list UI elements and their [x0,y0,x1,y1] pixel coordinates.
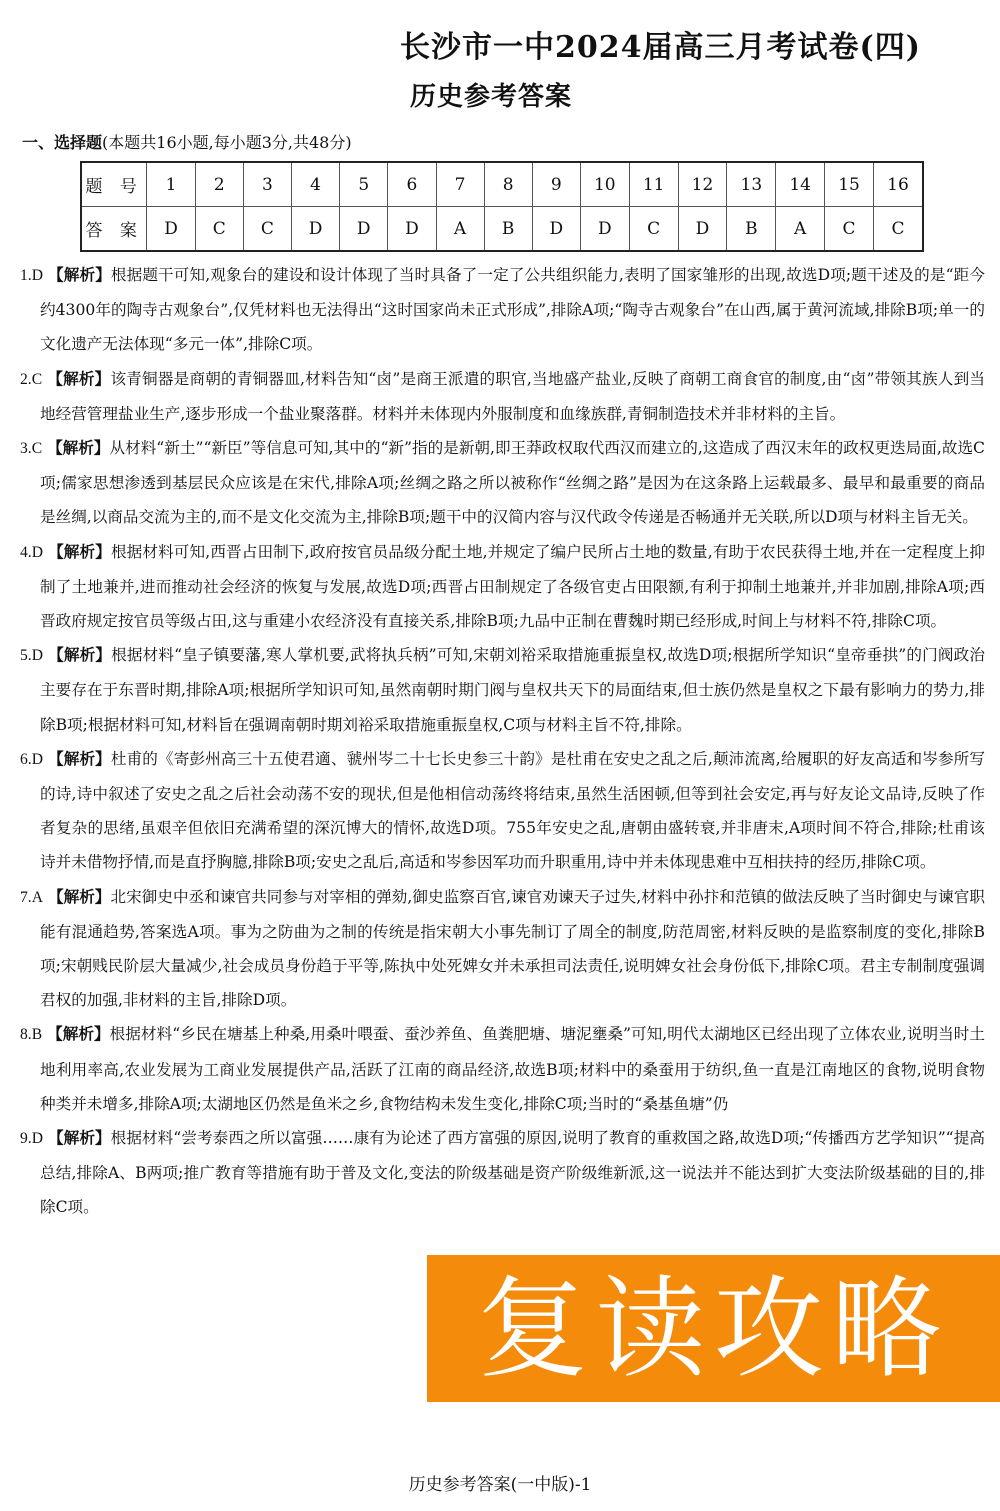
question-number: 16 [873,162,923,207]
item-number: 1.D [20,267,43,284]
section-note: (本题共16小题,每小题3分,共48分) [102,133,352,152]
row-label: 答 案 [81,207,147,252]
question-number: 13 [727,162,776,207]
explanation-item [20,362,985,431]
answer-table-number-row [81,162,923,207]
answer-cell: D [147,207,195,252]
item-number: 2.C [20,370,43,388]
item-number: 7.A [20,888,43,906]
item-text: 该青铜器是商朝的青铜器皿,材料告知“卤”是商王派遣的职官,当地盛产盐业,反映了商朝工商食官的制度,由“卤”带领其族人到当地经营管理盐业生产,逐步形成一个盐业聚落群。材料并未体现内外服制度和血缘族群,青铜制造技术并非材料的主旨。 [40,369,985,423]
section-heading [22,130,352,153]
section-label: 一、选择题 [22,133,103,152]
answer-cell: B [727,207,776,252]
watermark-banner [427,1255,1000,1402]
answer-cell: C [825,207,874,252]
item-text: 根据材料“尝考泰西之所以富强……康有为论述了西方富强的原因,说明了教育的重救国之路,故选D项;“传播西方艺学知识”“提高总结,排除A、B两项;推广教育等措施有助于普及文化,变法的阶级基础是资产阶级维新派,这一说法并不能达到扩大变法阶级基础的目的,排除C项。 [40,1129,985,1217]
document-title: 长沙市一中2024届高三月考试卷(四) [400,30,921,65]
item-number: 6.D [20,750,43,768]
answer-table-answer-row [81,207,923,252]
item-text: 杜甫的《寄彭州高三十五使君適、虢州岑二十七长史参三十韵》是杜甫在安史之乱之后,颠沛流离,给履职的好友高适和岑参所写的诗,诗中叙述了安史之乱之后社会动荡不安的现状,但是他相信动荡终将结束,虽然生活困顿,但等到社会安定,再与好友论文品诗,反映了作者复杂的思绪,虽艰辛但依旧充满希望的深沉博大的情怀,故选D项。755年安史之乱,唐朝由盛转衰,并非唐末,A项时间不符合,排除;杜甫该诗并未借物抒情,而是直抒胸臆,排除B项;安史之乱后,高适和岑参因军功而升职重用,诗中并未体现患难中互相扶持的经历,排除C项。 [40,749,985,872]
analysis-tag: 【解析】 [48,749,111,768]
answer-cell: C [243,207,291,252]
answer-cell: D [388,207,436,252]
item-number: 8.B [20,1026,43,1044]
question-number: 7 [436,162,484,207]
item-text: 根据材料“皇子镇要藩,寒人掌机要,武将执兵柄”可知,宋朝刘裕采取措施重振皇权,故选D项;根据所学知识“皇帝垂拱”的门阀政治主要存在于东晋时期,排除A项;根据所学知识可知,虽然南朝时期门阀与皇权共天下的局面结束,但士族仍然是皇权之下最有影响力的势力,排除B项;根据材料可知,材料旨在强调南朝时期刘裕采取措施重振皇权,C项与材料主旨不符,排除。 [40,646,985,734]
explanation-item [20,258,985,362]
item-text: 从材料“新土”“新臣”等信息可知,其中的“新”指的是新朝,即王莽政权取代西汉而建立的,这造成了西汉末年的政权更迭局面,故选C项;儒家思想渗透到基层民众应该是在宋代,排除A项;丝绸之路之所以被称作“丝绸之路”是因为在这条路上运载最多、最早和最重要的商品是丝绸,以商品交流为主的,而不是文化交流为主,排除B项;题干中的汉简内容与汉代政令传递是否畅通并无关联,所以D项与材料主旨无关。 [40,439,985,527]
item-number: 4.D [20,543,43,561]
question-number: 2 [195,162,243,207]
row-label: 题 号 [81,162,147,207]
answer-cell: D [678,207,727,252]
question-number: 6 [388,162,436,207]
analysis-tag: 【解析】 [47,1025,110,1044]
explanation-item [20,535,985,639]
answer-cell: D [340,207,388,252]
answer-cell: D [291,207,339,252]
question-number: 9 [532,162,580,207]
explanation-item [20,742,985,880]
answer-cell: B [484,207,532,252]
analysis-tag: 【解析】 [47,887,111,906]
explanation-item [20,638,985,742]
answer-cell: D [580,207,629,252]
question-number: 4 [291,162,339,207]
answer-cell: C [873,207,923,252]
question-number: 10 [580,162,629,207]
answer-cell: A [436,207,484,252]
question-number: 15 [825,162,874,207]
item-text: 北宋御史中丞和谏官共同参与对宰相的弹劾,御史监察百官,谏官劝谏天子过失,材料中孙抃和范镇的做法反映了当时御史与谏官职能有混通趋势,答案选A项。事为之防曲为之制的传统是指宋朝大小事先制订了周全的制度,防范周密,材料反映的是监察制度的变化,排除B项;宋朝贱民阶层大量减少,社会成员身份趋于平等,陈执中处死婢女并未承担司法责任,说明婢女社会身份低下,排除C项。君主专制制度强调君权的加强,非材料的主旨,排除D项。 [40,887,985,1010]
question-number: 11 [629,162,678,207]
question-number: 3 [243,162,291,207]
page-footer: 历史参考答案(一中版)-1 [408,1475,592,1495]
item-number: 5.D [20,647,43,665]
item-number: 3.C [20,440,43,458]
explanation-item [20,1017,985,1121]
explanation-item [20,1121,985,1225]
question-number: 1 [147,162,195,207]
explanation-item [20,431,985,535]
item-text: 根据材料“乡民在塘基上种桑,用桑叶喂蚕、蚕沙养鱼、鱼粪肥塘、塘泥壅桑”可知,明代太湖地区已经出现了立体农业,说明当时土地利用率高,农业发展为工商业发展提供产品,活跃了江南的商品经济,故选B项;材料中的桑蚕用于纺织,鱼一直是江南地区的食物,说明食物种类并未增多,排除A项;太湖地区仍然是鱼米之乡,食物结构未发生变化,排除C项;当时的“桑基鱼塘”仍 [40,1025,985,1113]
explanations [20,258,985,1225]
analysis-tag: 【解析】 [48,542,111,561]
answer-cell: C [629,207,678,252]
answer-cell: D [532,207,580,252]
watermark-text: 复读攻略 [477,1264,950,1393]
item-text: 根据材料可知,西晋占田制下,政府按官员品级分配土地,并规定了编户民所占土地的数量,有助于农民获得土地,并在一定程度上抑制了土地兼并,进而推动社会经济的恢复与发展,故选D项;西晋占田制规定了各级官吏占田限额,有利于抑制土地兼并,并非加剧,排除A项;西晋政府规定按官员等级占田,这与重建小农经济没有直接关系,排除B项;九品中正制在曹魏时期已经形成,时间上与材料不符,排除C项。 [40,542,985,631]
analysis-tag: 【解析】 [48,646,112,665]
item-number: 9.D [20,1130,43,1148]
analysis-tag: 【解析】 [47,439,110,458]
question-number: 8 [484,162,532,207]
question-number: 12 [678,162,727,207]
answer-cell: C [195,207,243,252]
question-number: 14 [776,162,825,207]
answer-table [80,161,924,252]
item-text: 根据题干可知,观象台的建设和设计体现了当时具备了一定了公共组织能力,表明了国家雏形的出现,故选D项;题干述及的是“距今约4300年的陶寺古观象台”,仅凭材料也无法得出“这时国家尚未正式形成”,排除A项;“陶寺古观象台”在山西,属于黄河流域,排除B项;单一的文化遗产无法体现“多元一体”,排除C项。 [40,266,985,354]
question-number: 5 [340,162,388,207]
document-subtitle: 历史参考答案 [410,82,573,112]
analysis-tag: 【解析】 [47,369,111,388]
explanation-item [20,880,985,1018]
analysis-tag: 【解析】 [48,1129,111,1148]
answer-cell: A [776,207,825,252]
analysis-tag: 【解析】 [48,266,111,284]
